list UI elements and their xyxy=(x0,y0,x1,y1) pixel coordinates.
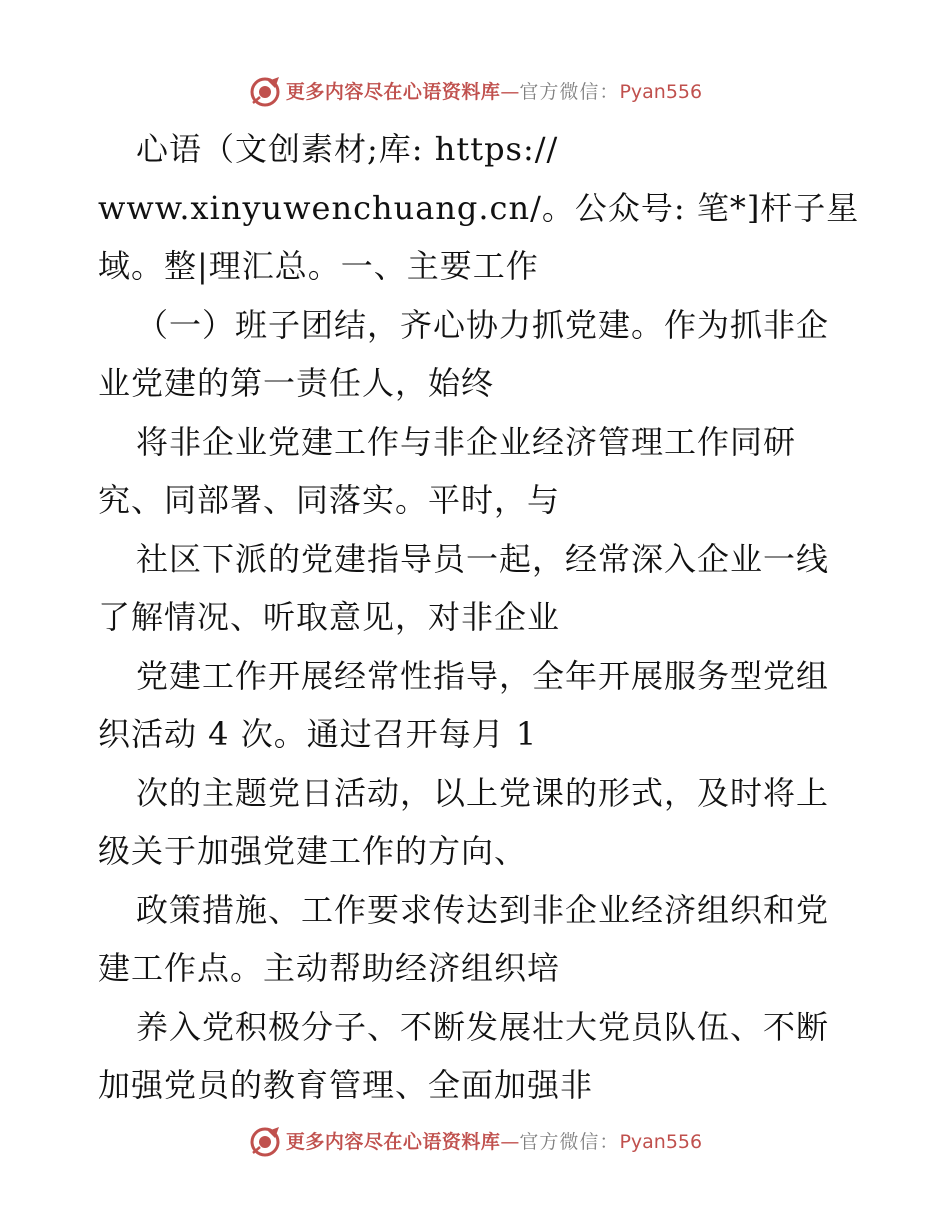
text-line-4: （一）班子团结，齐心协力抓党建。作为抓非企 xyxy=(136,305,830,344)
banner-wechat-label: 官方微信： xyxy=(519,81,620,103)
text-line-1: 心语（文创素材;库: https:// xyxy=(136,130,559,168)
header-banner xyxy=(0,75,950,109)
text-line-9: 了解情况、听取意见，对非企业 xyxy=(98,598,561,636)
footer-banner xyxy=(0,1125,950,1159)
text-line-15: 建工作点。主动帮助经济组织培 xyxy=(98,949,561,987)
banner-dash: — xyxy=(500,81,520,103)
banner-wechat-id: Pyan556 xyxy=(619,1131,703,1153)
text-line-10: 党建工作开展经常性指导，全年开展服务型党组 xyxy=(136,656,830,695)
text-line-3: 域。整|理汇总。一、主要工作 xyxy=(98,247,539,285)
text-line-6: 将非企业党建工作与非企业经济管理工作同研 xyxy=(136,422,797,461)
banner-wechat-id: Pyan556 xyxy=(619,81,703,103)
document-body xyxy=(98,120,858,1115)
text-line-8: 社区下派的党建指导员一起，经常深入企业一线 xyxy=(136,539,830,578)
text-line-11: 织活动 4 次。通过召开每月 1 xyxy=(98,715,538,753)
text-line-14: 政策措施、工作要求传达到非企业经济组织和党 xyxy=(136,890,830,929)
logo-icon xyxy=(248,75,282,109)
banner-site-text: 更多内容尽在心语资料库 xyxy=(285,81,501,103)
text-line-13: 级关于加强党建工作的方向、 xyxy=(98,832,528,870)
text-line-7: 究、同部署、同落实。平时，与 xyxy=(98,481,561,519)
banner-wechat-label: 官方微信： xyxy=(519,1131,620,1153)
banner-dash: — xyxy=(500,1131,520,1153)
text-line-16: 养入党积极分子、不断发展壮大党员队伍、不断 xyxy=(136,1007,830,1046)
text-line-5: 业党建的第一责任人，始终 xyxy=(98,364,495,402)
logo-icon xyxy=(248,1125,282,1159)
banner-site-text: 更多内容尽在心语资料库 xyxy=(285,1131,501,1153)
text-line-12: 次的主题党日活动，以上党课的形式，及时将上 xyxy=(136,773,830,812)
text-line-17: 加强党员的教育管理、全面加强非 xyxy=(98,1066,594,1104)
text-line-2: www.xinyuwenchuang.cn/。公众号: 笔*]杆子星 xyxy=(98,188,860,227)
